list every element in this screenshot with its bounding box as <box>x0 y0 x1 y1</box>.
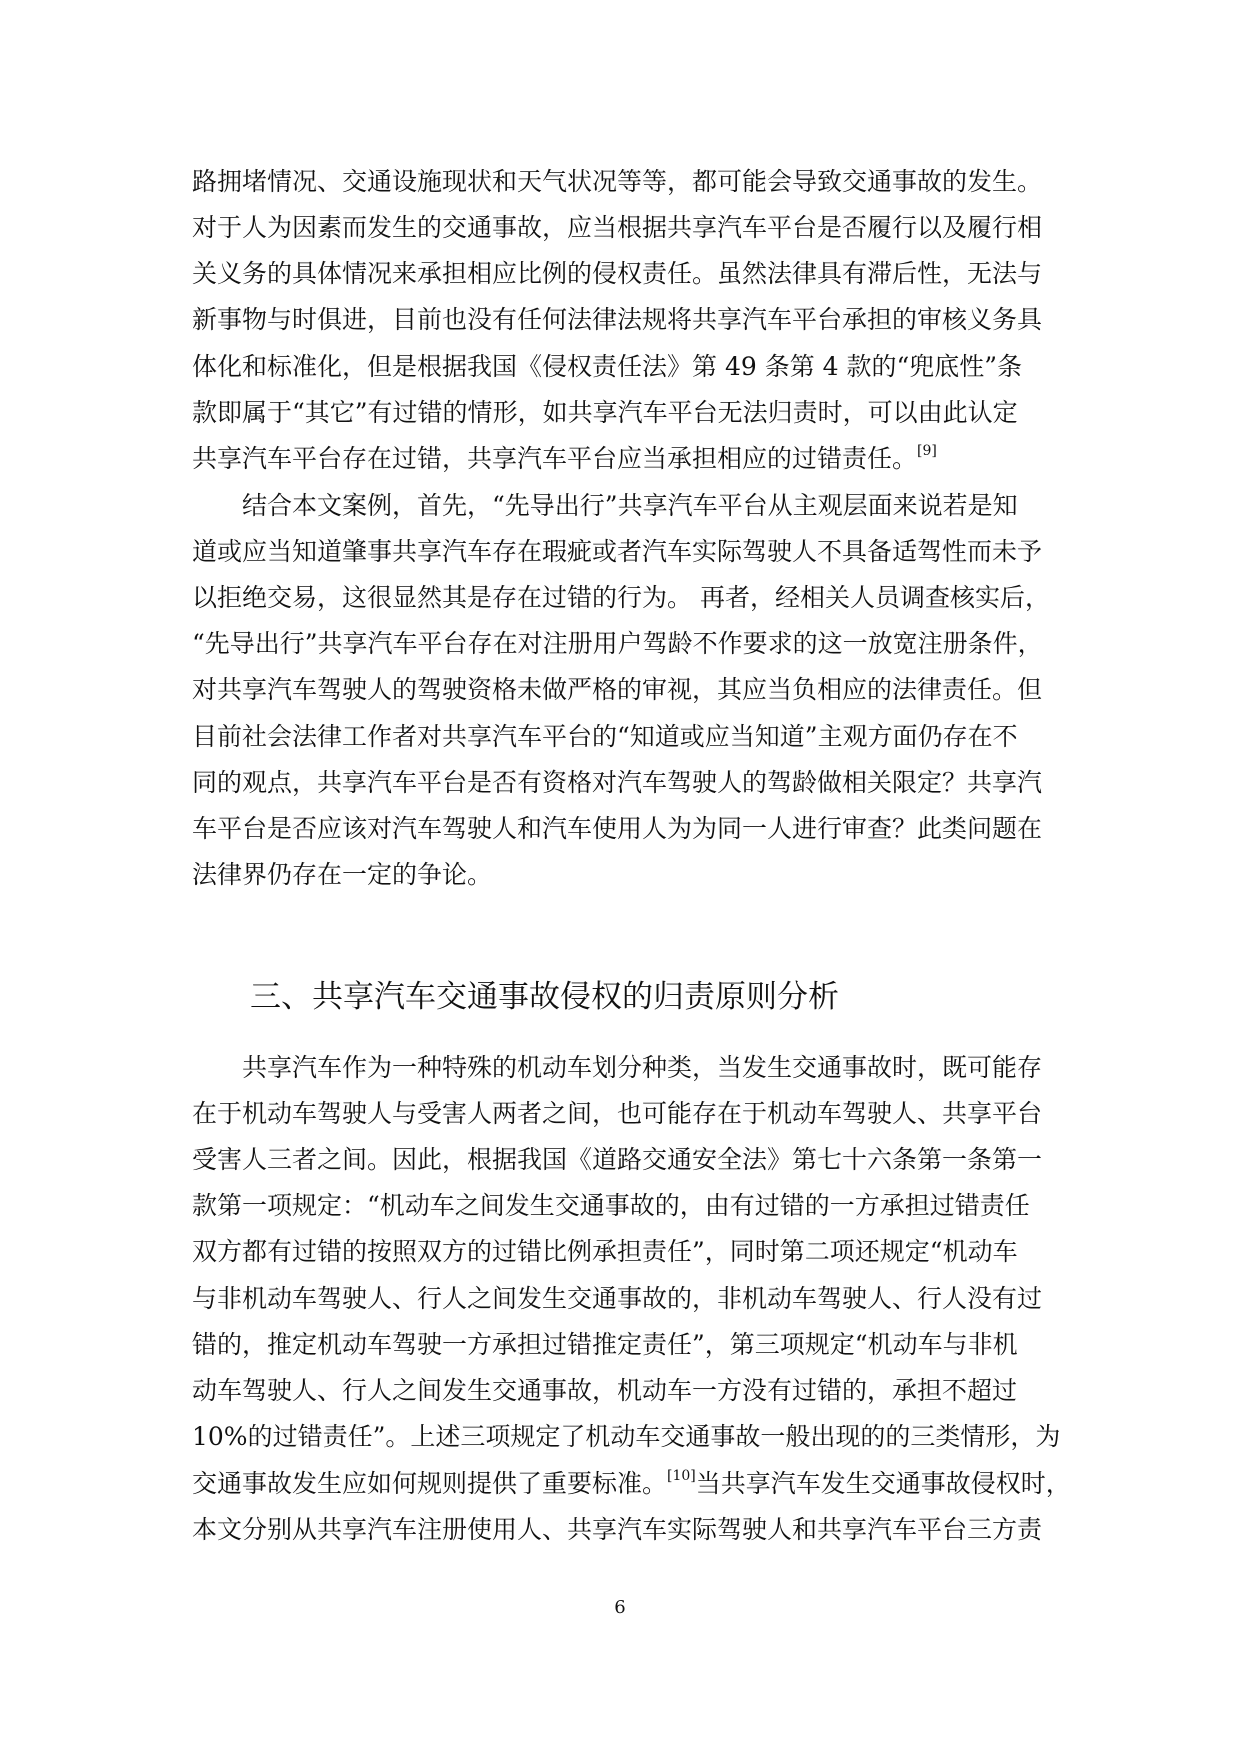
paragraph-2-line-8: 车平台是否应该对汽车驾驶人和汽车使用人为为同一人进行审查？此类问题在 <box>192 814 1043 843</box>
paragraph-3-line-9: 10%的过错责任”。上述三项规定了机动车交通事故一般出现的的三类情形，为 <box>192 1422 1061 1451</box>
paragraph-2-line-3: 以拒绝交易，这很显然其是存在过错的行为。 再者，经相关人员调查核实后， <box>192 583 1050 612</box>
section-heading: 三、共享汽车交通事故侵权的归责原则分析 <box>250 979 839 1015</box>
paragraph-1-line-7: 共享汽车平台存在过错，共享汽车平台应当承担相应的过错责任。[9] <box>192 443 937 473</box>
paragraph-1-line-5: 体化和标准化，但是根据我国《侵权责任法》第 49 条第 4 款的“兜底性”条 <box>192 352 1023 381</box>
citation-9: [9] <box>917 443 937 459</box>
paragraph-2-line-9: 法律界仍存在一定的争论。 <box>192 860 493 889</box>
paragraph-2-line-1: 结合本文案例，首先，“先导出行”共享汽车平台从主观层面来说若是知 <box>242 491 1018 520</box>
paragraph-2-line-2: 道或应当知道肇事共享汽车存在瑕疵或者汽车实际驾驶人不具备适驾性而未予 <box>192 537 1043 566</box>
paragraph-1-line-6: 款即属于“其它”有过错的情形，如共享汽车平台无法归责时，可以由此认定 <box>192 398 1018 427</box>
paragraph-2-line-7: 同的观点，共享汽车平台是否有资格对汽车驾驶人的驾龄做相关限定？共享汽 <box>192 768 1043 797</box>
paragraph-2-line-6: 目前社会法律工作者对共享汽车平台的“知道或应当知道”主观方面仍存在不 <box>192 722 1018 751</box>
paragraph-1-line-4: 新事物与时俱进，目前也没有任何法律法规将共享汽车平台承担的审核义务具 <box>192 305 1043 334</box>
paragraph-3-line-4: 款第一项规定：“机动车之间发生交通事故的，由有过错的一方承担过错责任 <box>192 1191 1030 1220</box>
paragraph-3-line-8: 动车驾驶人、行人之间发生交通事故，机动车一方没有过错的，承担不超过 <box>192 1376 1018 1405</box>
paragraph-3-line-3: 受害人三者之间。因此，根据我国《道路交通安全法》第七十六条第一条第一 <box>192 1145 1043 1174</box>
paragraph-1-line-1: 路拥堵情况、交通设施现状和天气状况等等，都可能会导致交通事故的发生。 <box>192 167 1043 196</box>
paragraph-1-line-2: 对于人为因素而发生的交通事故，应当根据共享汽车平台是否履行以及履行相 <box>192 213 1043 242</box>
paragraph-3-line-10: 交通事故发生应如何规则提供了重要标准。[10]当共享汽车发生交通事故侵权时， <box>192 1468 1071 1498</box>
paragraph-3-line-1: 共享汽车作为一种特殊的机动车划分种类，当发生交通事故时，既可能存 <box>242 1053 1043 1082</box>
paragraph-3-line-11: 本文分别从共享汽车注册使用人、共享汽车实际驾驶人和共享汽车平台三方责 <box>192 1515 1043 1544</box>
paragraph-2-line-5: 对共享汽车驾驶人的驾驶资格未做严格的审视，其应当负相应的法律责任。但 <box>192 675 1043 704</box>
paragraph-3-line-5: 双方都有过错的按照双方的过错比例承担责任”，同时第二项还规定“机动车 <box>192 1237 1018 1266</box>
page-number: 6 <box>614 1597 626 1618</box>
paragraph-2-line-4: “先导出行”共享汽车平台存在对注册用户驾龄不作要求的这一放宽注册条件， <box>192 629 1043 658</box>
paragraph-3-line-2: 在于机动车驾驶人与受害人两者之间，也可能存在于机动车驾驶人、共享平台 <box>192 1099 1043 1128</box>
paragraph-3-line-7: 错的，推定机动车驾驶一方承担过错推定责任”，第三项规定“机动车与非机 <box>192 1330 1018 1359</box>
paragraph-1-line-3: 关义务的具体情况来承担相应比例的侵权责任。虽然法律具有滞后性，无法与 <box>192 259 1043 288</box>
citation-10: [10] <box>667 1468 696 1484</box>
paragraph-3-line-6: 与非机动车驾驶人、行人之间发生交通事故的，非机动车驾驶人、行人没有过 <box>192 1284 1043 1313</box>
